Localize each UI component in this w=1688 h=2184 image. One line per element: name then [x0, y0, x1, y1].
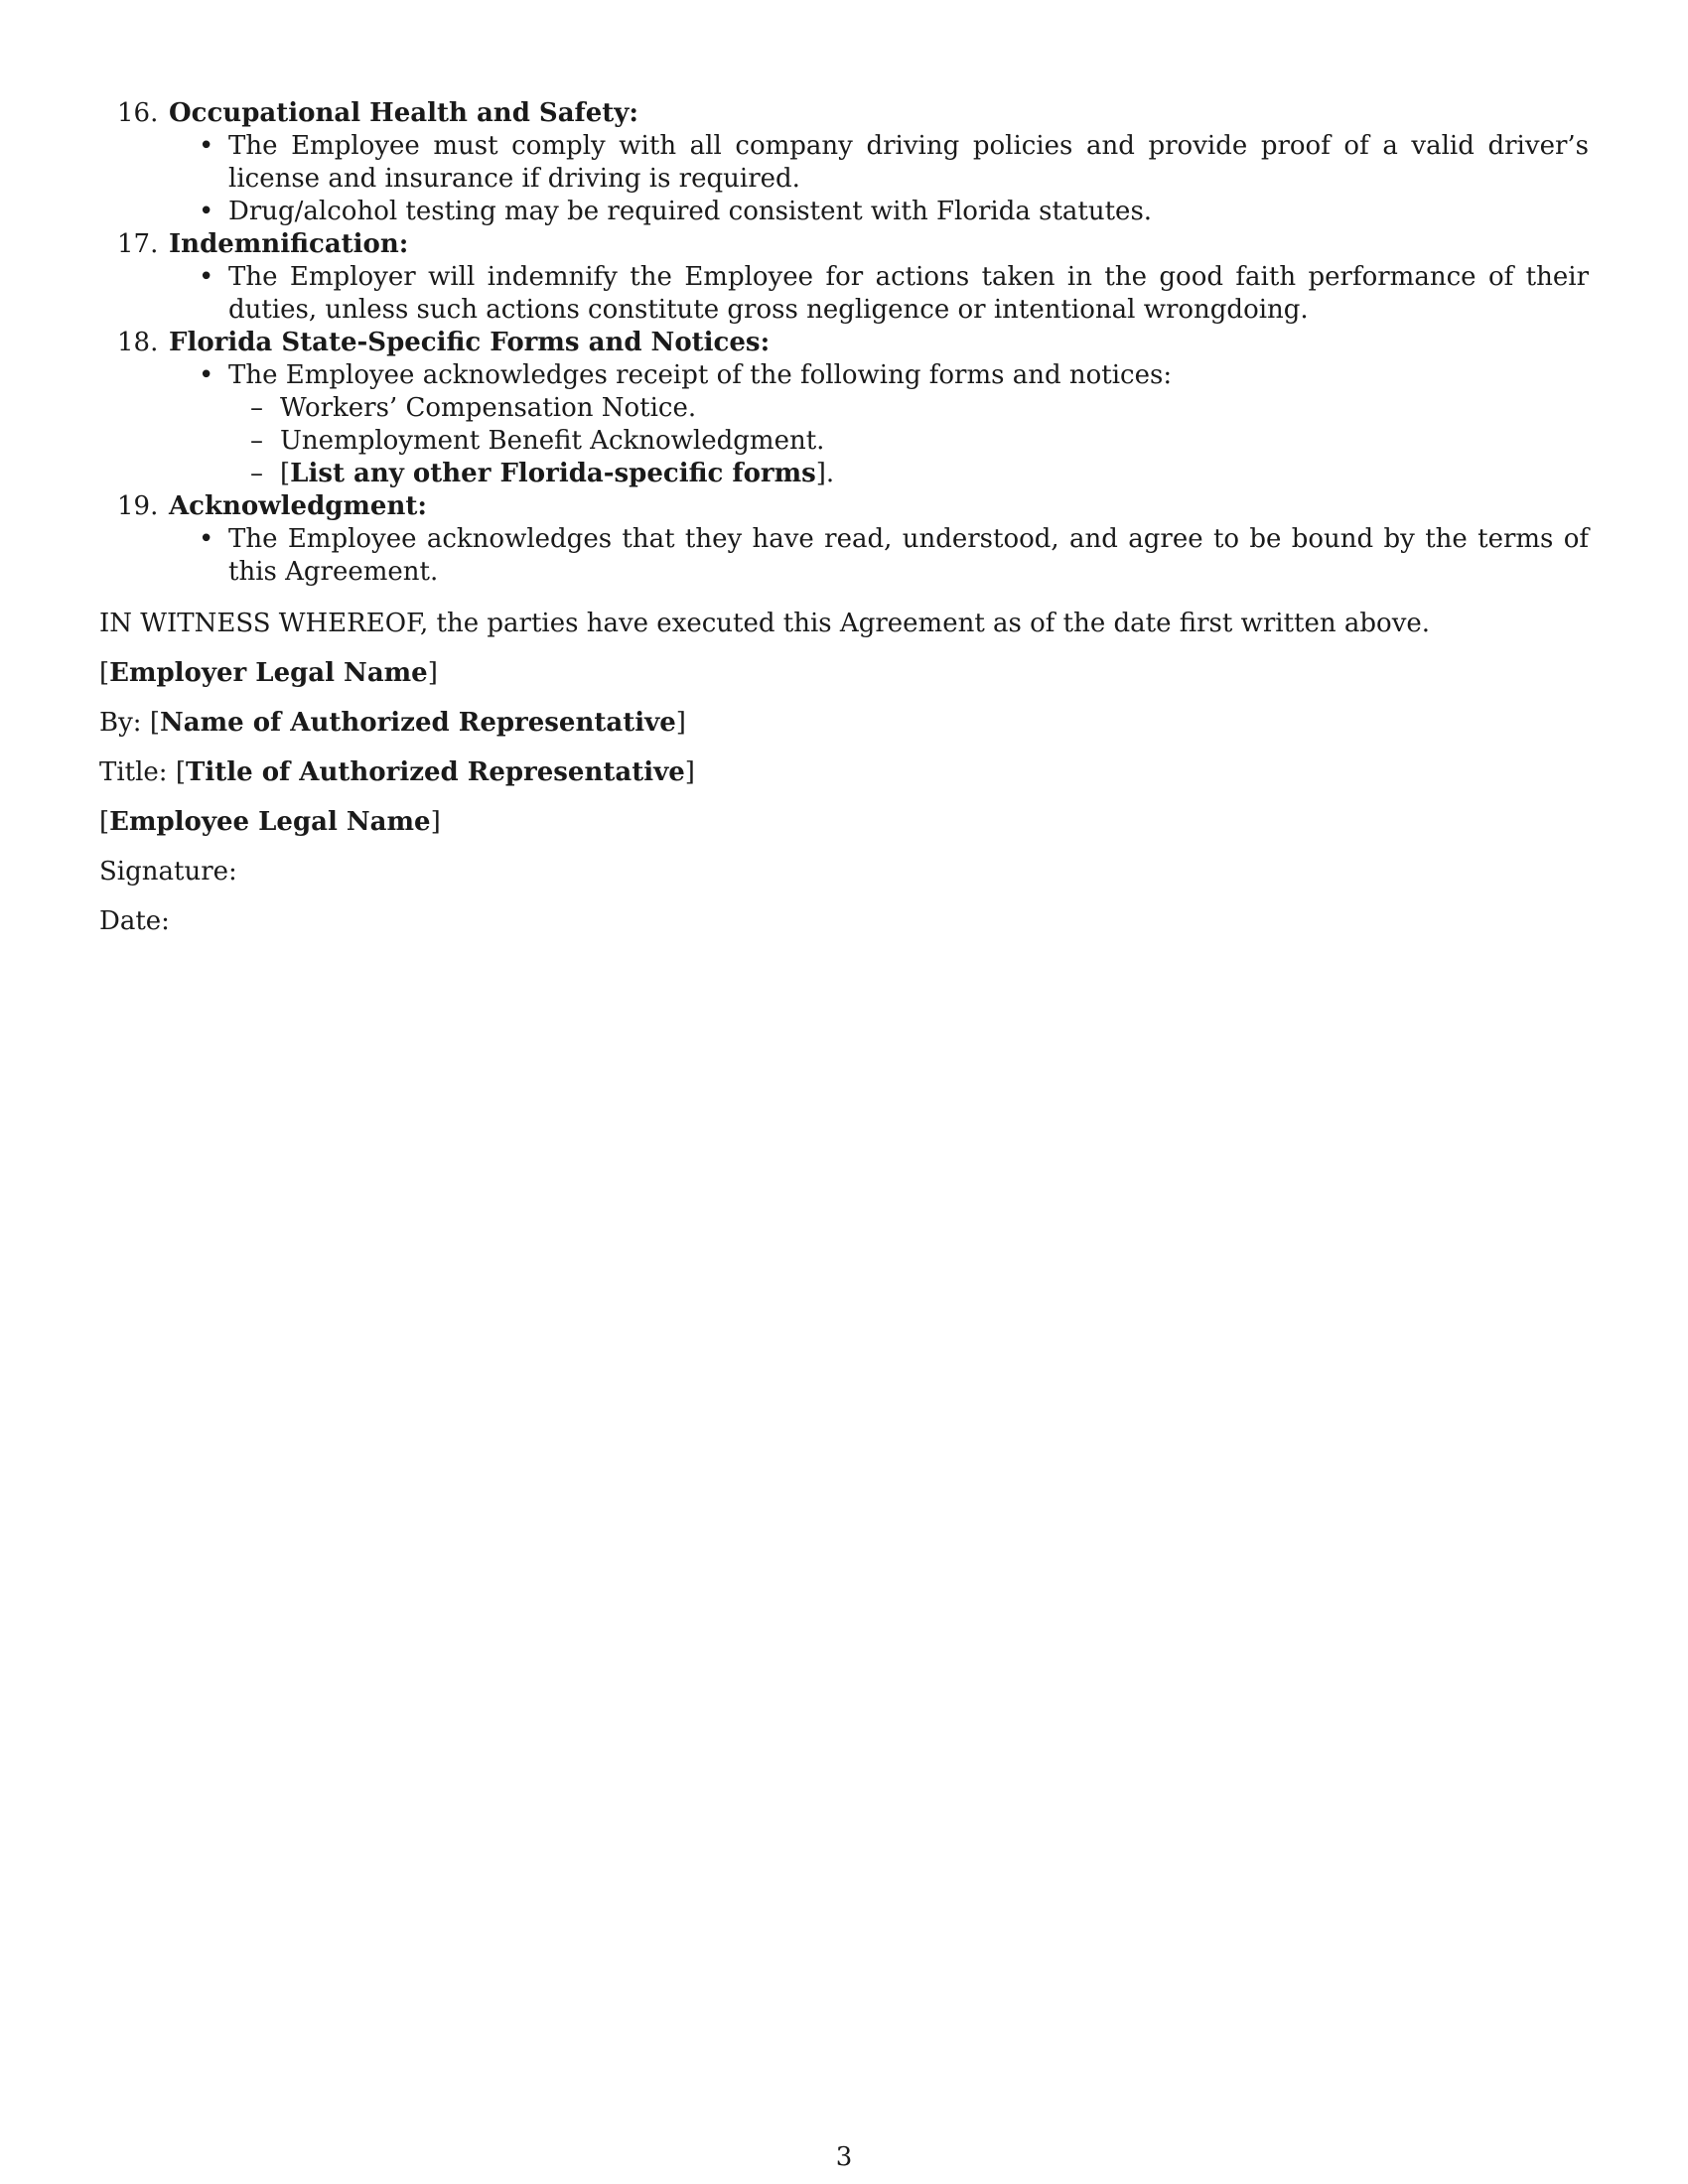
- sub-item: – Workers’ Compensation Notice.: [280, 392, 1589, 425]
- bullet-text: The Employee acknowledges receipt of the following forms and notices:: [228, 360, 1173, 390]
- bullet-item: • The Employer will indemnify the Employee for actions taken in the good faith performance of their duties, unless such actions constitute gross negligence or intentional wrongdoing.: [228, 261, 1589, 327]
- bullet-list: [169, 359, 1589, 490]
- section-title: Florida State-Specific Forms and Notices:: [169, 328, 771, 357]
- bullet-list: [169, 523, 1589, 589]
- section-number: 17.: [117, 229, 159, 259]
- sub-item: – Unemployment Benefit Acknowledgment.: [280, 425, 1589, 458]
- witness-clause: IN WITNESS WHEREOF, the parties have executed this Agreement as of the date first written above.: [99, 609, 1431, 638]
- by-line: By: [Name of Authorized Representative]: [99, 708, 686, 738]
- bullet-item: • The Employee acknowledges that they have read, understood, and agree to be bound by the terms of this Agreement.: [228, 523, 1589, 589]
- section-19: [99, 490, 1589, 589]
- bullet-item: [228, 359, 1589, 490]
- employer-name-line: [Employer Legal Name]: [99, 658, 438, 688]
- by-value: Name of Authorized Representative: [159, 708, 676, 738]
- section-number: 19.: [117, 491, 159, 521]
- bullet-list: [169, 261, 1589, 327]
- signature-line: Signature:: [99, 857, 237, 887]
- section-16: [99, 97, 1589, 228]
- section-title: Occupational Health and Safety:: [169, 98, 638, 128]
- section-18: [99, 327, 1589, 490]
- title-line: Title: [Title of Authorized Representative]: [99, 757, 695, 787]
- section-number: 18.: [117, 328, 159, 357]
- title-value: Title of Authorized Representative: [186, 757, 685, 787]
- sections-list: [99, 97, 1589, 589]
- employee-name: Employee Legal Name: [109, 807, 431, 837]
- bullet-item: • Drug/alcohol testing may be required consistent with Florida statutes.: [228, 196, 1589, 228]
- placeholder-text: List any other Florida-specific forms: [290, 459, 816, 488]
- employer-name: Employer Legal Name: [109, 658, 428, 688]
- employee-name-line: [Employee Legal Name]: [99, 807, 441, 837]
- title-label: Title:: [99, 757, 168, 787]
- section-number: 16.: [117, 98, 159, 128]
- section-17: [99, 228, 1589, 327]
- sub-list: [228, 392, 1589, 490]
- document-page: [99, 97, 1589, 938]
- bullet-list: [169, 130, 1589, 228]
- by-label: By:: [99, 708, 142, 738]
- section-title: Acknowledgment:: [169, 491, 427, 521]
- sub-item-placeholder: – [List any other Florida-specific forms].: [280, 458, 1589, 490]
- date-line: Date:: [99, 906, 170, 936]
- section-title: Indemnification:: [169, 229, 409, 259]
- bullet-item: • The Employee must comply with all company driving policies and provide proof of a valid driver’s license and insurance if driving is required.: [228, 130, 1589, 196]
- page-number: 3: [835, 2142, 853, 2172]
